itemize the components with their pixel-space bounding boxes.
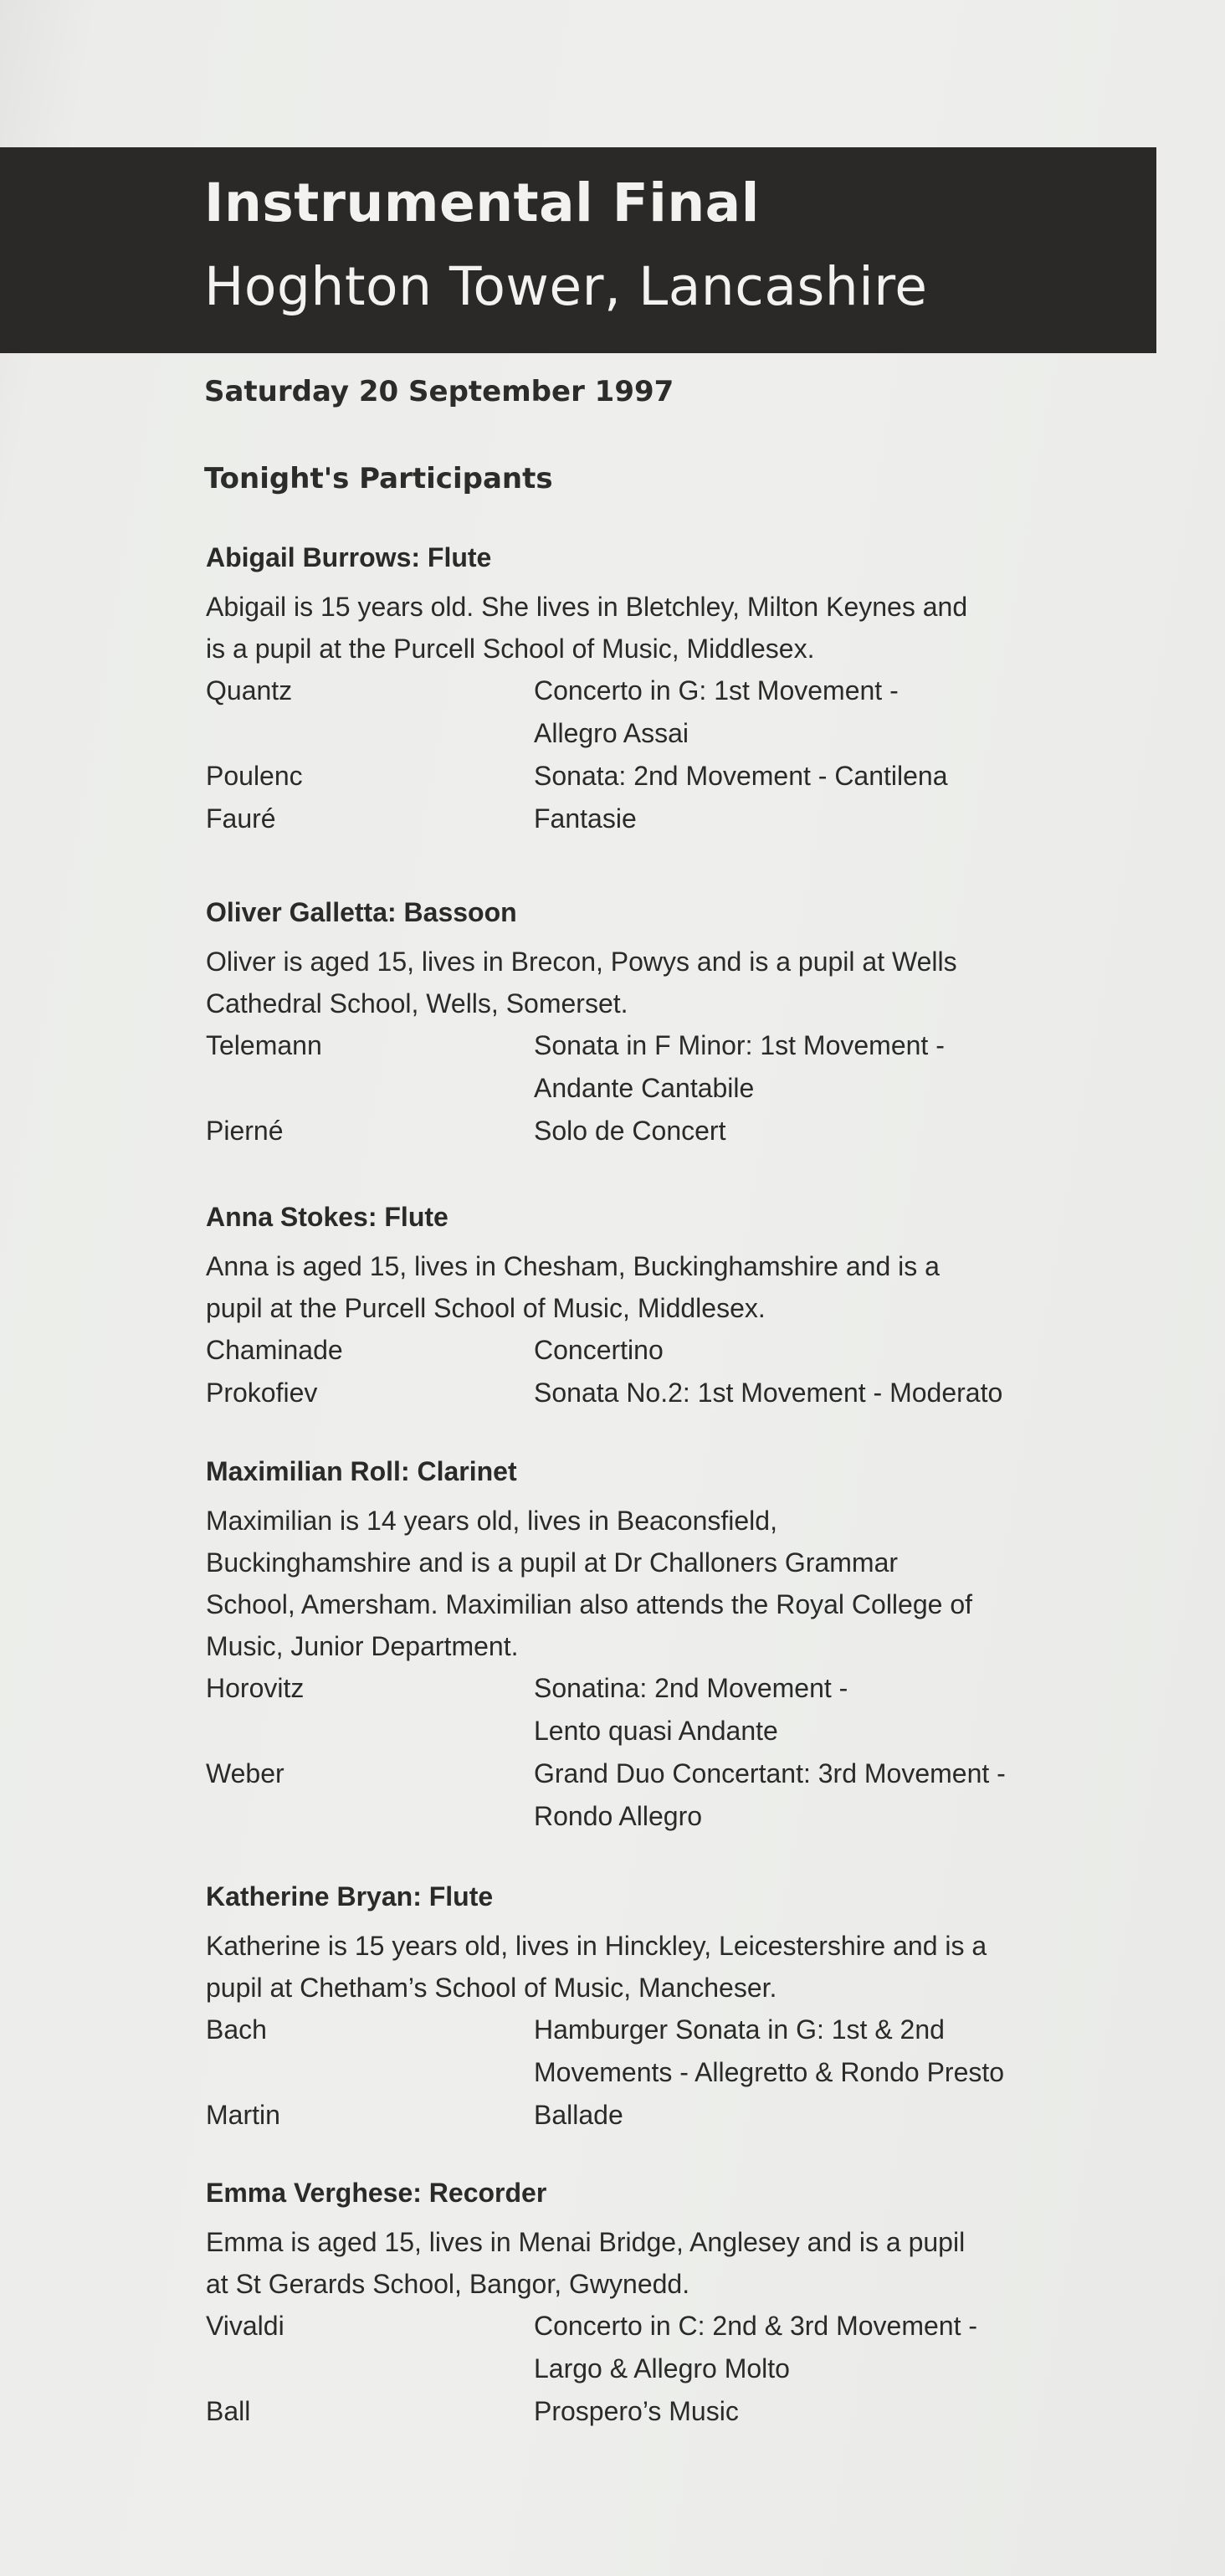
participant-bio-line: Anna is aged 15, lives in Chesham, Buckinghamshire and is a (206, 1251, 940, 1281)
participant-bio-line: is a pupil at the Purcell School of Music, Middlesex. (206, 634, 815, 664)
repertoire-item (206, 2390, 1126, 2433)
participant-bio-line: pupil at the Purcell School of Music, Middlesex. (206, 1293, 766, 1323)
composer: Weber (206, 1758, 284, 1788)
participant-entry (206, 541, 1126, 840)
composer: Chaminade (206, 1335, 343, 1365)
work-title: Concerto in G: 1st Movement - (534, 675, 899, 706)
composer: Ball (206, 2396, 251, 2426)
participant-bio-line: Oliver is aged 15, lives in Brecon, Powys and is a pupil at Wells (206, 947, 957, 977)
work-title: Allegro Assai (534, 718, 689, 748)
work-title: Concerto in C: 2nd & 3rd Movement - (534, 2311, 978, 2341)
participant-name: Emma Verghese: Recorder (206, 2178, 547, 2208)
participant-entry (206, 1200, 1126, 1414)
event-venue: Hoghton Tower, Lancashire (204, 256, 928, 317)
participant-entry (206, 1880, 1126, 2137)
event-title: Instrumental Final (204, 172, 760, 233)
participant-name: Maximilian Roll: Clarinet (206, 1456, 517, 1486)
work-title: Grand Duo Concertant: 3rd Movement - (534, 1758, 1006, 1788)
repertoire-item (206, 1329, 1126, 1372)
work-title: Rondo Allegro (534, 1801, 703, 1831)
work-title: Sonatina: 2nd Movement - (534, 1673, 848, 1703)
composer: Bach (206, 2014, 267, 2045)
participant-name: Anna Stokes: Flute (206, 1202, 448, 1232)
event-date: Saturday 20 September 1997 (204, 375, 674, 408)
work-title: Fantasie (534, 803, 637, 834)
work-title: Hamburger Sonata in G: 1st & 2nd (534, 2014, 945, 2045)
participant-bio-line: Emma is aged 15, lives in Menai Bridge, Anglesey and is a pupil (206, 2227, 966, 2257)
work-title: Solo de Concert (534, 1116, 726, 1146)
work-title: Largo & Allegro Molto (534, 2353, 790, 2384)
composer: Poulenc (206, 761, 303, 791)
work-title: Lento quasi Andante (534, 1716, 778, 1746)
repertoire-item (206, 2009, 1126, 2094)
work-title: Sonata in F Minor: 1st Movement - (534, 1030, 945, 1060)
participants-heading: Tonight's Participants (204, 462, 553, 495)
work-title: Ballade (534, 2100, 623, 2130)
participant-name: Katherine Bryan: Flute (206, 1881, 494, 1911)
participant-bio-line: Cathedral School, Wells, Somerset. (206, 988, 628, 1019)
work-title: Sonata No.2: 1st Movement - Moderato (534, 1378, 1003, 1408)
work-title: Concertino (534, 1335, 664, 1365)
composer: Quantz (206, 675, 293, 706)
composer: Prokofiev (206, 1378, 318, 1408)
composer: Telemann (206, 1030, 322, 1060)
composer: Fauré (206, 803, 276, 834)
participant-name: Abigail Burrows: Flute (206, 542, 492, 572)
participant-bio-line: Katherine is 15 years old, lives in Hinckley, Leicestershire and is a (206, 1931, 987, 1961)
composer: Martin (206, 2100, 280, 2130)
repertoire-item (206, 1024, 1126, 1110)
composer: Pierné (206, 1116, 284, 1146)
participant-bio-line: pupil at Chetham’s School of Music, Mancheser. (206, 1973, 777, 2003)
work-title: Movements - Allegretto & Rondo Presto (534, 2057, 1005, 2087)
participant-name: Oliver Galletta: Bassoon (206, 897, 517, 927)
participant-bio-line: at St Gerards School, Bangor, Gwynedd. (206, 2269, 690, 2299)
repertoire-item (206, 2094, 1126, 2137)
repertoire-item (206, 1110, 1126, 1152)
repertoire-item (206, 1752, 1126, 1838)
work-title: Andante Cantabile (534, 1073, 755, 1103)
repertoire-item (206, 670, 1126, 755)
participant-bio-line: Maximilian is 14 years old, lives in Beaconsfield, (206, 1506, 777, 1536)
repertoire-item (206, 1372, 1126, 1414)
participant-bio-line: School, Amersham. Maximilian also attends the Royal College of (206, 1589, 972, 1619)
participant-bio-line: Music, Junior Department. (206, 1631, 519, 1661)
participant-bio-line: Buckinghamshire and is a pupil at Dr Challoners Grammar (206, 1547, 899, 1578)
title-banner (0, 147, 1156, 353)
repertoire-item (206, 1667, 1126, 1752)
repertoire-item (206, 755, 1126, 798)
repertoire-item (206, 798, 1126, 840)
composer: Vivaldi (206, 2311, 284, 2341)
work-title: Sonata: 2nd Movement - Cantilena (534, 761, 948, 791)
composer: Horovitz (206, 1673, 305, 1703)
work-title: Prospero’s Music (534, 2396, 739, 2426)
participant-bio-line: Abigail is 15 years old. She lives in Bletchley, Milton Keynes and (206, 592, 968, 622)
participant-entry (206, 895, 1126, 1152)
participant-entry (206, 2176, 1126, 2433)
participant-entry (206, 1455, 1126, 1838)
repertoire-item (206, 2305, 1126, 2390)
